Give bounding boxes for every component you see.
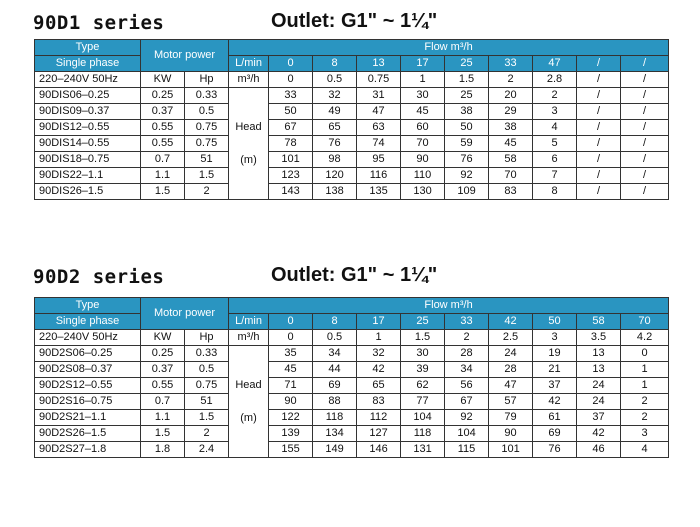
- head-value-cell: 65: [357, 378, 401, 394]
- model-cell: 90D2S27–1.8: [35, 442, 141, 458]
- head-value-cell: 2: [621, 410, 669, 426]
- head-value-cell: 95: [357, 152, 401, 168]
- head-value-cell: 65: [313, 120, 357, 136]
- hp-header: Hp: [185, 72, 229, 88]
- table-row: [35, 120, 669, 136]
- head-value-cell: 3: [533, 104, 577, 120]
- head-value-cell: 78: [269, 136, 313, 152]
- model-cell: 90D2S06–0.25: [35, 346, 141, 362]
- head-value-cell: /: [577, 136, 621, 152]
- m3h-value: 1: [401, 72, 445, 88]
- head-value-cell: 127: [357, 426, 401, 442]
- head-value-cell: 77: [401, 394, 445, 410]
- supply-cell: 220–240V 50Hz: [35, 72, 141, 88]
- head-value-cell: 19: [533, 346, 577, 362]
- head-value-cell: 50: [269, 104, 313, 120]
- lmin-label: L/min: [229, 56, 269, 72]
- head-value-cell: 49: [313, 104, 357, 120]
- model-cell: 90D2S12–0.55: [35, 378, 141, 394]
- model-cell: 90DIS18–0.75: [35, 152, 141, 168]
- head-value-cell: 74: [357, 136, 401, 152]
- head-value-cell: /: [577, 120, 621, 136]
- m3h-value: 2: [445, 330, 489, 346]
- m3h-value: 1.5: [445, 72, 489, 88]
- head-value-cell: 46: [577, 442, 621, 458]
- table-row: [35, 426, 669, 442]
- hp-cell: 0.33: [185, 88, 229, 104]
- head-value-cell: 7: [533, 168, 577, 184]
- model-cell: 90DIS14–0.55: [35, 136, 141, 152]
- kw-header: KW: [141, 72, 185, 88]
- head-value-cell: 44: [313, 362, 357, 378]
- head-value-cell: /: [621, 120, 669, 136]
- head-value-cell: 6: [533, 152, 577, 168]
- table-row: [35, 168, 669, 184]
- head-value-cell: 34: [445, 362, 489, 378]
- head-value-cell: 25: [445, 88, 489, 104]
- head-value-cell: 120: [313, 168, 357, 184]
- head-value-cell: 122: [269, 410, 313, 426]
- head-value-cell: 28: [445, 346, 489, 362]
- lmin-value: 33: [489, 56, 533, 72]
- head-value-cell: 29: [489, 104, 533, 120]
- kw-header: KW: [141, 330, 185, 346]
- head-value-cell: 13: [577, 346, 621, 362]
- head-value-cell: 71: [269, 378, 313, 394]
- head-value-cell: 2: [621, 394, 669, 410]
- head-value-cell: /: [577, 152, 621, 168]
- flow-header: Flow m³/h: [229, 298, 669, 314]
- model-cell: 90DIS26–1.5: [35, 184, 141, 200]
- head-value-cell: /: [621, 152, 669, 168]
- head-value-cell: 90: [269, 394, 313, 410]
- table-row: [35, 410, 669, 426]
- head-value-cell: 50: [445, 120, 489, 136]
- table-row: [35, 394, 669, 410]
- head-value-cell: 110: [401, 168, 445, 184]
- head-label: Head: [235, 378, 262, 391]
- lmin-value: 17: [357, 314, 401, 330]
- head-value-cell: 83: [357, 394, 401, 410]
- head-value-cell: 30: [401, 346, 445, 362]
- head-label-cell: [229, 88, 269, 200]
- head-value-cell: 101: [489, 442, 533, 458]
- hp-cell: 0.5: [185, 362, 229, 378]
- hp-cell: 2: [185, 426, 229, 442]
- head-value-cell: 4: [533, 120, 577, 136]
- head-value-cell: 90: [401, 152, 445, 168]
- kw-cell: 0.55: [141, 136, 185, 152]
- head-value-cell: 112: [357, 410, 401, 426]
- table-row: [35, 104, 669, 120]
- head-value-cell: 4: [621, 442, 669, 458]
- head-value-cell: 101: [269, 152, 313, 168]
- motor-power-header: Motor power: [141, 40, 229, 72]
- head-value-cell: 37: [533, 378, 577, 394]
- head-value-cell: 69: [533, 426, 577, 442]
- m3h-value: 2.8: [533, 72, 577, 88]
- head-value-cell: /: [621, 88, 669, 104]
- series-title-2: 90D2 series: [33, 266, 165, 288]
- hp-cell: 51: [185, 394, 229, 410]
- model-cell: 90DIS22–1.1: [35, 168, 141, 184]
- head-value-cell: 92: [445, 168, 489, 184]
- kw-cell: 0.25: [141, 88, 185, 104]
- m3h-value: /: [621, 72, 669, 88]
- model-cell: 90DIS09–0.37: [35, 104, 141, 120]
- head-value-cell: 118: [401, 426, 445, 442]
- head-value-cell: 58: [489, 152, 533, 168]
- head-value-cell: 42: [357, 362, 401, 378]
- head-value-cell: 56: [445, 378, 489, 394]
- lmin-value: 70: [621, 314, 669, 330]
- kw-cell: 0.7: [141, 152, 185, 168]
- head-value-cell: 138: [313, 184, 357, 200]
- hp-cell: 0.75: [185, 378, 229, 394]
- head-value-cell: 155: [269, 442, 313, 458]
- lmin-label: L/min: [229, 314, 269, 330]
- head-value-cell: 76: [445, 152, 489, 168]
- m3h-value: 4.2: [621, 330, 669, 346]
- lmin-value: 47: [533, 56, 577, 72]
- head-value-cell: 135: [357, 184, 401, 200]
- m3h-value: 0: [269, 72, 313, 88]
- outlet-value-1: G1" ~ 1¼": [341, 10, 438, 32]
- table-row: [35, 136, 669, 152]
- m3h-value: 3: [533, 330, 577, 346]
- kw-cell: 1.5: [141, 184, 185, 200]
- hp-cell: 0.5: [185, 104, 229, 120]
- spec-table-1: [34, 39, 669, 200]
- kw-cell: 1.5: [141, 426, 185, 442]
- head-value-cell: 45: [401, 104, 445, 120]
- head-value-cell: 20: [489, 88, 533, 104]
- head-value-cell: 104: [401, 410, 445, 426]
- kw-cell: 0.55: [141, 378, 185, 394]
- lmin-value: 58: [577, 314, 621, 330]
- kw-cell: 1.8: [141, 442, 185, 458]
- outlet-value-2: G1" ~ 1¼": [341, 264, 438, 286]
- head-value-cell: 24: [489, 346, 533, 362]
- single-phase-header: Single phase: [35, 314, 141, 330]
- head-value-cell: 90: [489, 426, 533, 442]
- header-row: [35, 298, 669, 314]
- m3h-value: 2: [489, 72, 533, 88]
- outlet-title-2: Outlet: G1" ~ 1¼": [271, 264, 438, 286]
- head-value-cell: 118: [313, 410, 357, 426]
- head-value-cell: 47: [357, 104, 401, 120]
- head-value-cell: 116: [357, 168, 401, 184]
- table-row: [35, 378, 669, 394]
- outlet-title-1: Outlet: G1" ~ 1¼": [271, 10, 438, 32]
- lmin-value: /: [577, 56, 621, 72]
- model-cell: 90DIS12–0.55: [35, 120, 141, 136]
- hp-cell: 51: [185, 152, 229, 168]
- head-value-cell: /: [621, 136, 669, 152]
- head-value-cell: 39: [401, 362, 445, 378]
- head-value-cell: 31: [357, 88, 401, 104]
- head-value-cell: 32: [357, 346, 401, 362]
- head-value-cell: 32: [313, 88, 357, 104]
- head-value-cell: 45: [269, 362, 313, 378]
- table-row: [35, 442, 669, 458]
- outlet-prefix-2: Outlet: [271, 264, 329, 286]
- head-value-cell: 98: [313, 152, 357, 168]
- head-value-cell: /: [621, 168, 669, 184]
- head-value-cell: /: [577, 168, 621, 184]
- head-value-cell: 24: [577, 394, 621, 410]
- head-value-cell: 63: [357, 120, 401, 136]
- head-value-cell: 42: [533, 394, 577, 410]
- head-value-cell: 57: [489, 394, 533, 410]
- lmin-value: 50: [533, 314, 577, 330]
- head-value-cell: 70: [401, 136, 445, 152]
- m3h-value: 1.5: [401, 330, 445, 346]
- head-value-cell: 0: [621, 346, 669, 362]
- hp-cell: 1.5: [185, 410, 229, 426]
- m3h-value: 2.5: [489, 330, 533, 346]
- head-value-cell: /: [577, 88, 621, 104]
- m3h-value: 0: [269, 330, 313, 346]
- head-value-cell: 146: [357, 442, 401, 458]
- supply-cell: 220–240V 50Hz: [35, 330, 141, 346]
- outlet-prefix-1: Outlet: [271, 10, 329, 32]
- head-value-cell: 61: [533, 410, 577, 426]
- head-value-cell: 2: [533, 88, 577, 104]
- hp-cell: 1.5: [185, 168, 229, 184]
- kw-cell: 0.25: [141, 346, 185, 362]
- head-value-cell: 30: [401, 88, 445, 104]
- table-row: [35, 184, 669, 200]
- type-header: Type: [35, 298, 141, 314]
- head-value-cell: 70: [489, 168, 533, 184]
- m3h-label: m³/h: [229, 330, 269, 346]
- head-value-cell: 131: [401, 442, 445, 458]
- head-value-cell: 37: [577, 410, 621, 426]
- lmin-value: 0: [269, 56, 313, 72]
- head-value-cell: 1: [621, 362, 669, 378]
- m3h-label: m³/h: [229, 72, 269, 88]
- head-value-cell: 34: [313, 346, 357, 362]
- head-value-cell: 28: [489, 362, 533, 378]
- head-value-cell: 62: [401, 378, 445, 394]
- head-value-cell: 67: [269, 120, 313, 136]
- model-cell: 90D2S21–1.1: [35, 410, 141, 426]
- m3h-value: 0.75: [357, 72, 401, 88]
- lmin-value: 13: [357, 56, 401, 72]
- head-value-cell: 88: [313, 394, 357, 410]
- head-label-cell: [229, 346, 269, 458]
- lmin-value: 17: [401, 56, 445, 72]
- hp-header: Hp: [185, 330, 229, 346]
- head-value-cell: 38: [445, 104, 489, 120]
- head-value-cell: 33: [269, 88, 313, 104]
- head-unit: (m): [240, 411, 257, 424]
- m3h-value: /: [577, 72, 621, 88]
- model-cell: 90D2S26–1.5: [35, 426, 141, 442]
- head-value-cell: 149: [313, 442, 357, 458]
- lmin-value: 42: [489, 314, 533, 330]
- lmin-value: 25: [445, 56, 489, 72]
- table-row: [35, 362, 669, 378]
- hp-cell: 0.75: [185, 120, 229, 136]
- head-unit: (m): [240, 153, 257, 166]
- head-value-cell: 79: [489, 410, 533, 426]
- kw-cell: 1.1: [141, 168, 185, 184]
- head-value-cell: 24: [577, 378, 621, 394]
- head-value-cell: 8: [533, 184, 577, 200]
- lmin-row: [35, 314, 669, 330]
- table-row: [35, 346, 669, 362]
- head-value-cell: 42: [577, 426, 621, 442]
- head-value-cell: 69: [313, 378, 357, 394]
- head-value-cell: 143: [269, 184, 313, 200]
- single-phase-header: Single phase: [35, 56, 141, 72]
- head-value-cell: 123: [269, 168, 313, 184]
- m3h-row: [35, 330, 669, 346]
- head-label: Head: [235, 120, 262, 133]
- m3h-value: 0.5: [313, 330, 357, 346]
- series-title-1: 90D1 series: [33, 12, 165, 34]
- lmin-value: 0: [269, 314, 313, 330]
- kw-cell: 0.7: [141, 394, 185, 410]
- kw-cell: 0.55: [141, 120, 185, 136]
- lmin-row: [35, 56, 669, 72]
- head-value-cell: 92: [445, 410, 489, 426]
- head-value-cell: 109: [445, 184, 489, 200]
- hp-cell: 0.75: [185, 136, 229, 152]
- head-value-cell: 38: [489, 120, 533, 136]
- lmin-value: 8: [313, 56, 357, 72]
- head-value-cell: 76: [313, 136, 357, 152]
- head-value-cell: 45: [489, 136, 533, 152]
- m3h-value: 3.5: [577, 330, 621, 346]
- head-value-cell: 60: [401, 120, 445, 136]
- hp-cell: 0.33: [185, 346, 229, 362]
- motor-power-header: Motor power: [141, 298, 229, 330]
- spec-table-2: [34, 297, 669, 458]
- model-cell: 90DIS06–0.25: [35, 88, 141, 104]
- head-value-cell: 76: [533, 442, 577, 458]
- head-value-cell: 139: [269, 426, 313, 442]
- kw-cell: 0.37: [141, 104, 185, 120]
- head-value-cell: 13: [577, 362, 621, 378]
- head-value-cell: 21: [533, 362, 577, 378]
- head-value-cell: /: [621, 104, 669, 120]
- type-header: Type: [35, 40, 141, 56]
- flow-header: Flow m³/h: [229, 40, 669, 56]
- head-value-cell: 83: [489, 184, 533, 200]
- head-value-cell: 130: [401, 184, 445, 200]
- table-row: [35, 152, 669, 168]
- model-cell: 90D2S08–0.37: [35, 362, 141, 378]
- head-value-cell: 1: [621, 378, 669, 394]
- head-value-cell: 3: [621, 426, 669, 442]
- head-value-cell: 134: [313, 426, 357, 442]
- hp-cell: 2: [185, 184, 229, 200]
- kw-cell: 0.37: [141, 362, 185, 378]
- table-row: [35, 88, 669, 104]
- header-row: [35, 40, 669, 56]
- head-value-cell: /: [577, 104, 621, 120]
- m3h-row: [35, 72, 669, 88]
- m3h-value: 0.5: [313, 72, 357, 88]
- lmin-value: 33: [445, 314, 489, 330]
- head-value-cell: 115: [445, 442, 489, 458]
- head-value-cell: /: [577, 184, 621, 200]
- head-value-cell: 35: [269, 346, 313, 362]
- head-value-cell: /: [621, 184, 669, 200]
- lmin-value: 8: [313, 314, 357, 330]
- model-cell: 90D2S16–0.75: [35, 394, 141, 410]
- hp-cell: 2.4: [185, 442, 229, 458]
- kw-cell: 1.1: [141, 410, 185, 426]
- head-value-cell: 104: [445, 426, 489, 442]
- m3h-value: 1: [357, 330, 401, 346]
- head-value-cell: 47: [489, 378, 533, 394]
- head-value-cell: 5: [533, 136, 577, 152]
- head-value-cell: 59: [445, 136, 489, 152]
- lmin-value: 25: [401, 314, 445, 330]
- lmin-value: /: [621, 56, 669, 72]
- head-value-cell: 67: [445, 394, 489, 410]
